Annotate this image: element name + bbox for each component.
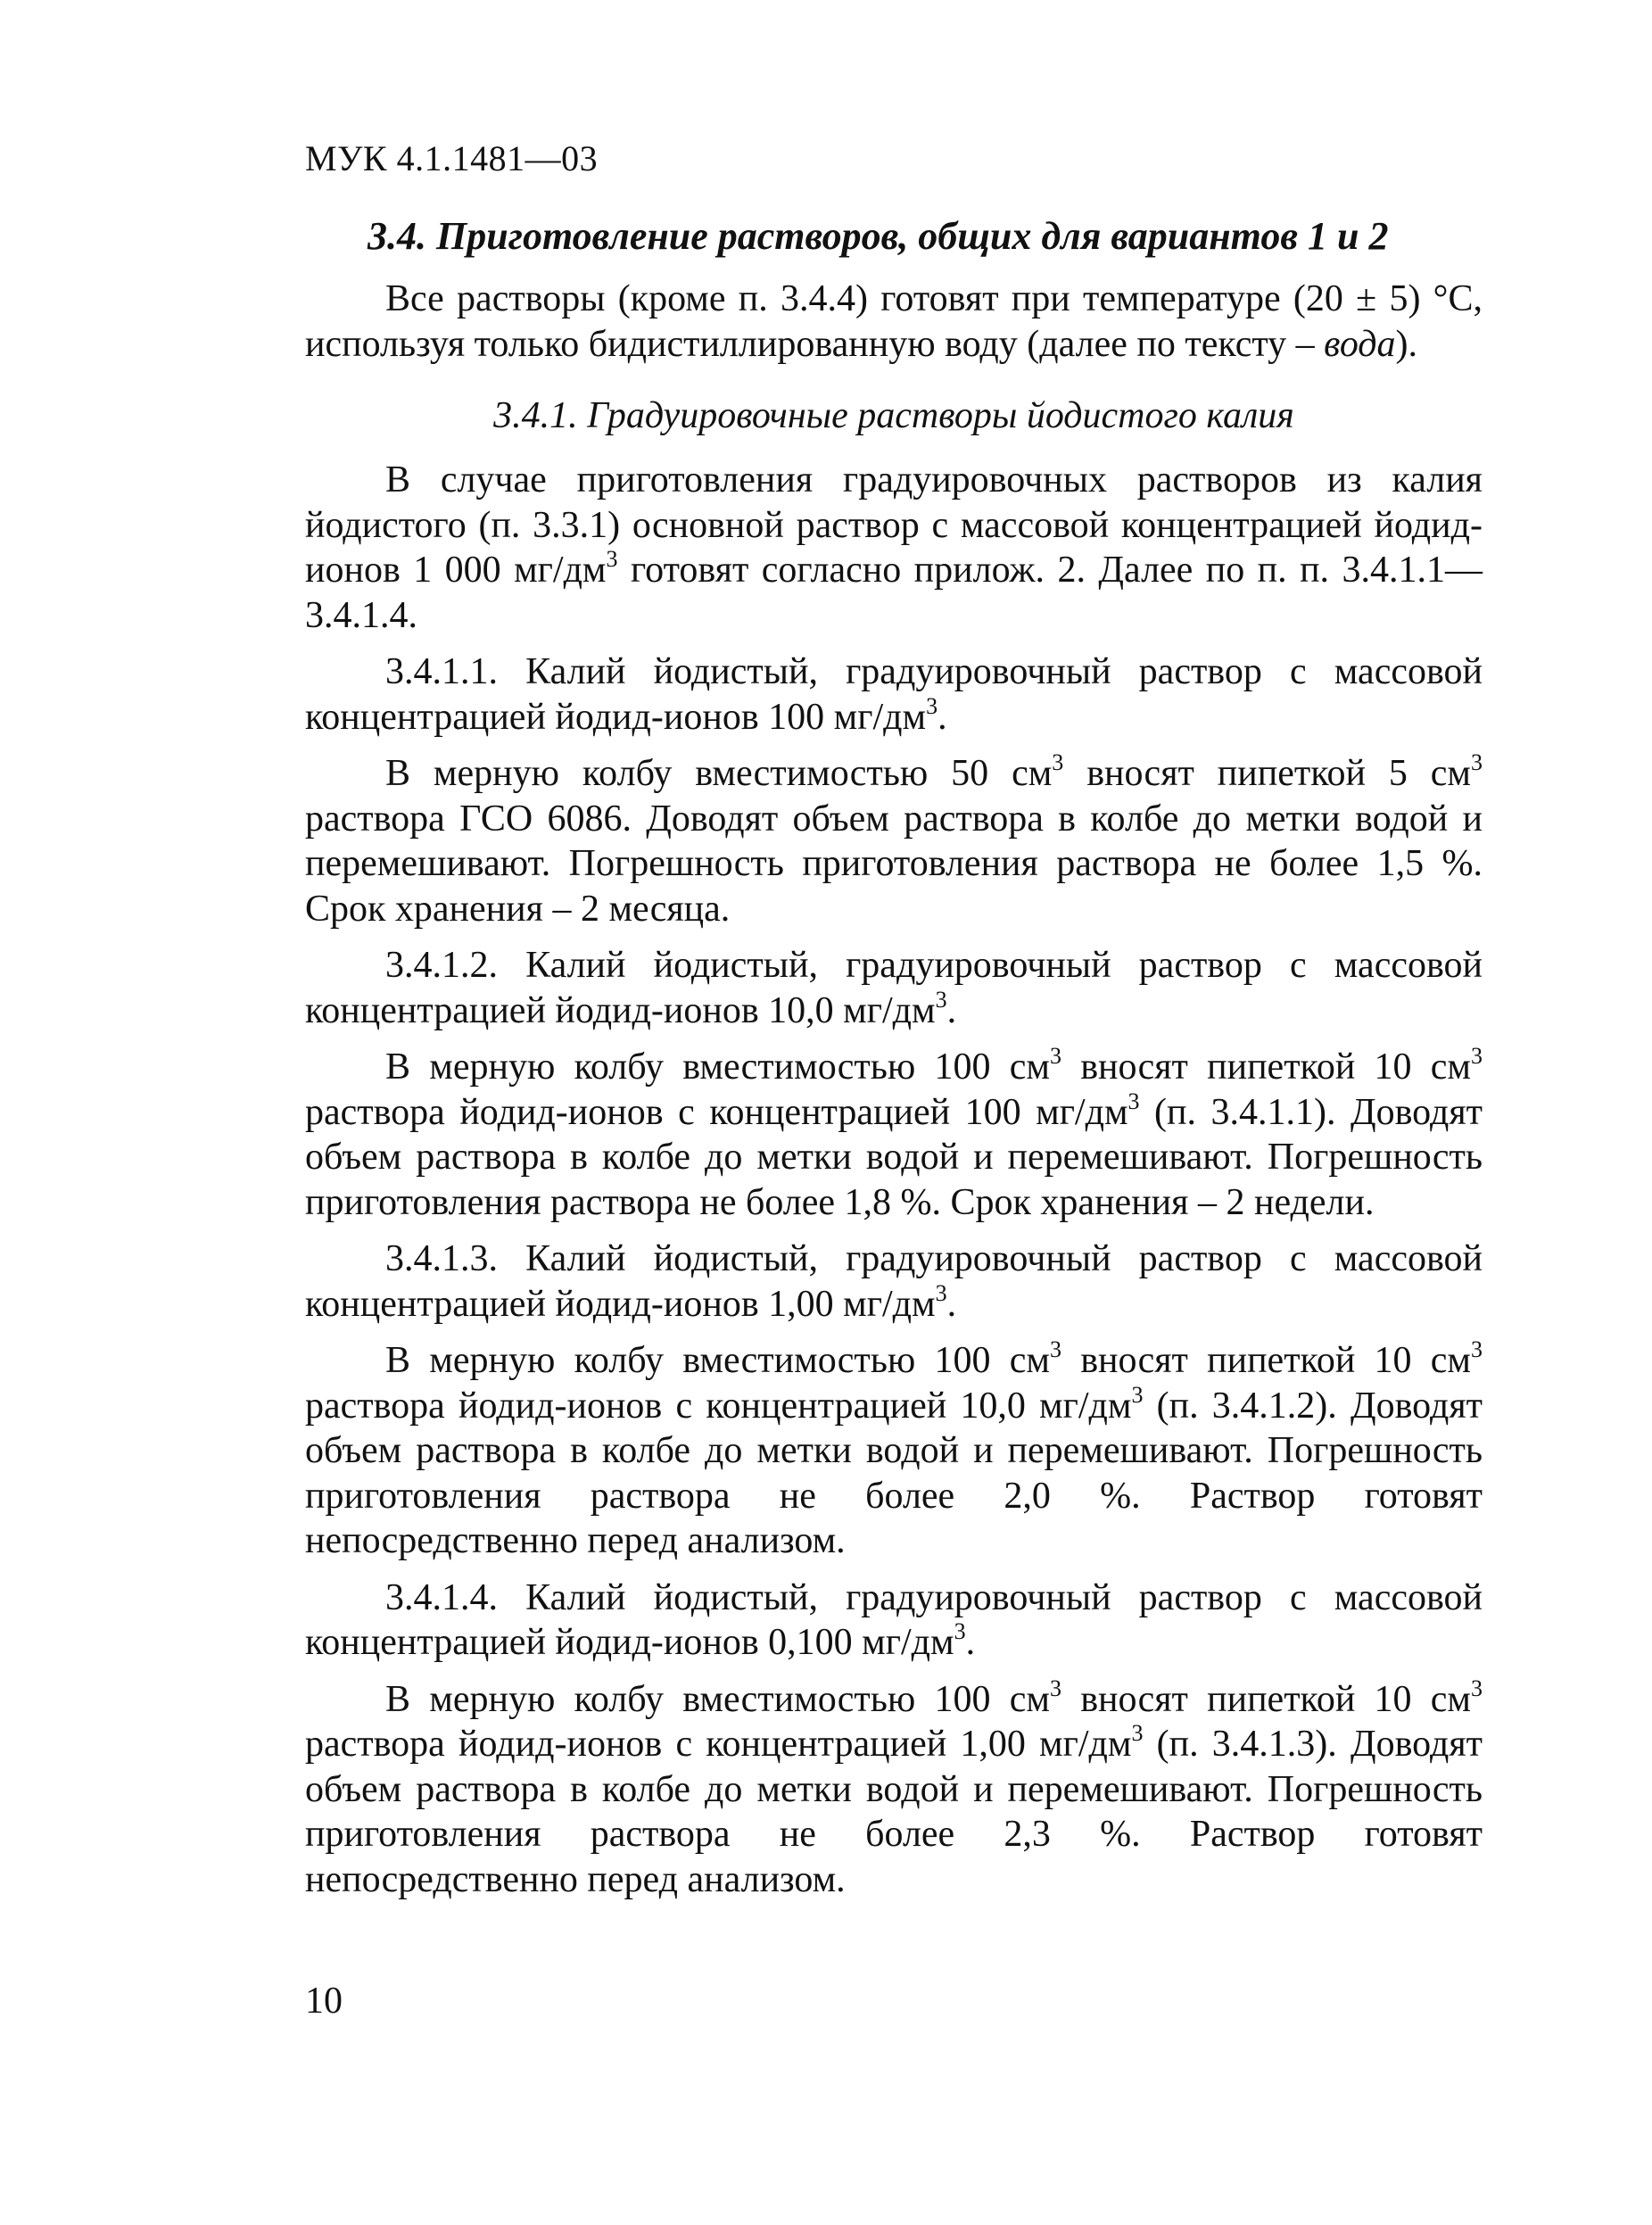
item-3-4-1-2-body [305, 1045, 1483, 1225]
running-header: МУК 4.1.1481—03 [305, 138, 599, 178]
item-body-text-c: раствора йодид-ионов с концентрацией 100 мг/дм [305, 1091, 1128, 1133]
superscript: 3 [1471, 1043, 1483, 1069]
superscript: 3 [1471, 749, 1483, 775]
item-3-4-1-2-title [305, 943, 1483, 1033]
item-3-4-1-1-body [305, 751, 1483, 931]
item-title-text-b: . [938, 696, 947, 738]
superscript: 3 [954, 1618, 966, 1644]
item-body-text-d: (п. 3.4.1.2). Доводят объем раствора в колбе до метки водой и перемешивают. Погрешность приготовления раствора не более 2,0 %. Раствор готовят непосредственно перед анализом. [305, 1385, 1483, 1561]
item-title-text-a: 3.4.1.1. Калий йодистый, градуировочный раствор с массовой концентрацией йодид-ионов 100 мг/дм [305, 651, 1483, 738]
item-body-text-c: раствора йодид-ионов с концентрацией 1,00 мг/дм [305, 1724, 1132, 1765]
item-3-4-1-4-title [305, 1576, 1483, 1666]
item-body-text-d: (п. 3.4.1.3). Доводят объем раствора в колбе до метки водой и перемешивают. Погрешность приготовления раствора не более 2,3 %. Раствор готовят непосредственно перед анализом. [305, 1724, 1483, 1900]
item-body-text-b: вносят пипеткой 10 см [1061, 1340, 1471, 1381]
item-title-text-b: . [946, 1283, 957, 1325]
item-body-text-d: (п. 3.4.1.1). Доводят объем раствора в колбе до метки водой и перемешивают. Погрешность приготовления раствора не более 1,8 %. Срок хранения – 2 недели. [305, 1091, 1483, 1223]
item-title-text-a: 3.4.1.3. Калий йодистый, градуировочный раствор с массовой концентрацией йодид-ионов 1,00 мг/дм [305, 1238, 1483, 1325]
superscript: 3 [1052, 749, 1064, 775]
superscript: 3 [1049, 1675, 1061, 1701]
superscript: 3 [926, 692, 938, 719]
intro-text: Все растворы (кроме п. 3.4.4) готовят при температуре (20 ± 5) °С, используя только бидистиллированную воду (далее по тексту – [305, 278, 1483, 365]
superscript: 3 [1471, 1675, 1483, 1701]
subsection-heading: 3.4.1. Градуировочные растворы йодистого калия [493, 395, 1294, 436]
superscript: 3 [1131, 1381, 1144, 1408]
item-body-text-a: В мерную колбу вместимостью 100 см [385, 1046, 1050, 1088]
item-body-text-b: вносят пипеткой 10 см [1061, 1678, 1471, 1720]
superscript: 3 [1131, 1720, 1144, 1746]
superscript: 3 [1049, 1336, 1061, 1362]
superscript: 3 [935, 986, 947, 1013]
item-body-text-a: В мерную колбу вместимостью 100 см [385, 1678, 1050, 1720]
page-number: 10 [305, 1981, 343, 2022]
superscript: 3 [935, 1279, 947, 1306]
item-body-text-a: В мерную колбу вместимостью 100 см [385, 1340, 1050, 1381]
superscript: 3 [1471, 1336, 1483, 1362]
item-body-text-b: вносят пипеткой 5 см [1063, 753, 1471, 794]
intro-italic-term: вода [1324, 323, 1396, 365]
main-paragraph-text-b: готовят согласно прилож. 2. Далее по п. п. 3.4.1.1—3.4.1.4. [305, 550, 1483, 636]
main-paragraph-text-a: В случае приготовления градуировочных растворов из калия йодистого (п. 3.3.1) основной раствор с массовой концентрацией йодид-ионов 1 000 мг/дм [305, 459, 1483, 591]
superscript: 3 [606, 546, 618, 572]
superscript: 3 [1127, 1088, 1140, 1114]
item-title-text-a: 3.4.1.4. Калий йодистый, градуировочный раствор с массовой концентрацией йодид-ионов 0,100 мг/дм [305, 1576, 1483, 1663]
item-body-text-c: раствора ГСО 6086. Доводят объем раствора в колбе до метки водой и перемешивают. Погрешность приготовления раствора не более 1,5 %. Срок хранения – 2 месяца. [305, 798, 1483, 930]
superscript: 3 [1049, 1043, 1061, 1069]
item-body-text-b: вносят пипеткой 10 см [1061, 1046, 1471, 1088]
item-title-text-b: . [965, 1622, 976, 1663]
item-3-4-1-1-title [305, 649, 1483, 740]
intro-text-end: ). [1395, 323, 1418, 365]
item-body-text-c: раствора йодид-ионов с концентрацией 10,0 мг/дм [305, 1385, 1132, 1427]
text-column [305, 134, 1483, 1902]
item-title-text-b: . [946, 989, 957, 1031]
main-paragraph [305, 458, 1483, 638]
item-body-text-a: В мерную колбу вместимостью 50 см [385, 753, 1053, 794]
item-3-4-1-3-title [305, 1237, 1483, 1327]
item-title-text-a: 3.4.1.2. Калий йодистый, градуировочный раствор с массовой концентрацией йодид-ионов 10,0 мг/дм [305, 945, 1483, 1031]
item-3-4-1-3-body [305, 1338, 1483, 1564]
section-heading: 3.4. Приготовление растворов, общих для вариантов 1 и 2 [368, 214, 1389, 258]
item-3-4-1-4-body [305, 1677, 1483, 1903]
intro-paragraph [305, 277, 1483, 367]
